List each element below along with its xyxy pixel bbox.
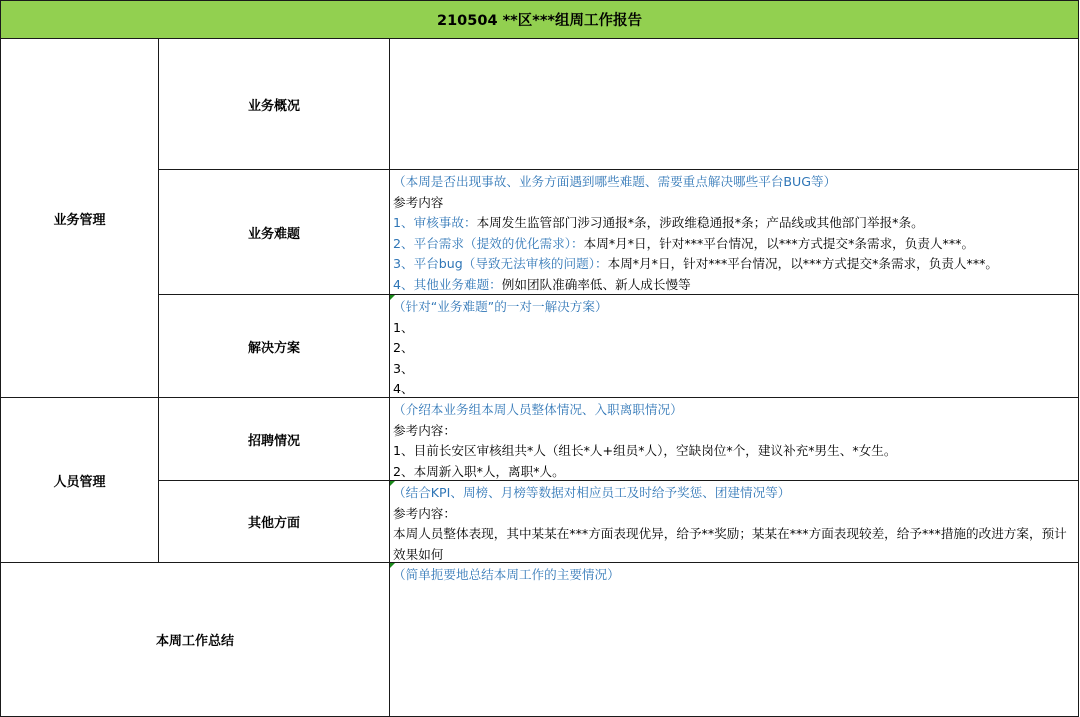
people-other-cell[interactable] — [390, 481, 1079, 563]
business-solutions-label: 解决方案 — [159, 295, 390, 398]
recruit-ref-label: 参考内容： — [393, 422, 456, 438]
report-title: 210504 **区***组周工作报告 — [0, 0, 1079, 39]
other-text: 本周人员整体表现，其中某某在***方面表现优异，给予**奖励；某某在***方面表现较差，给予***措施的改进方案，预计效果如何 — [393, 526, 1067, 562]
section-people-label: 人员管理 — [0, 398, 159, 563]
summary-label: 本周工作总结 — [0, 563, 390, 717]
comment-marker-icon — [390, 563, 395, 568]
business-solutions-cell[interactable] — [390, 295, 1079, 398]
problems-item-head: 3、平台bug（导致无法审核的问题）： — [393, 256, 608, 272]
problems-hint: （本周是否出现事故、业务方面遇到哪些难题、需要重点解决哪些平台BUG等） — [393, 174, 837, 189]
recruit-hint: （介绍本业务组本周人员整体情况、入职离职情况） — [393, 402, 683, 417]
people-recruit-label: 招聘情况 — [159, 398, 390, 481]
comment-marker-icon — [390, 481, 395, 486]
other-hint: （结合KPI、周榜、月榜等数据对相应员工及时给予奖惩、团建情况等） — [393, 485, 791, 500]
solutions-item: 1、 — [393, 319, 414, 335]
solutions-item: 4、 — [393, 381, 414, 397]
recruit-item: 2、本周新入职*人，离职*人。 — [393, 463, 565, 479]
summary-cell[interactable] — [390, 563, 1079, 717]
business-problems-cell[interactable] — [390, 170, 1079, 295]
problems-item-text: 例如团队准确率低、新人成长慢等 — [501, 276, 691, 292]
comment-marker-icon — [390, 295, 395, 300]
problems-item-text: 本周*月*日，针对***平台情况，以***方式提交*条需求，负责人***。 — [583, 235, 975, 251]
problems-item-1 — [393, 213, 1078, 234]
problems-ref-label: 参考内容 — [393, 194, 444, 210]
summary-hint: （简单扼要地总结本周工作的主要情况） — [393, 567, 620, 582]
business-overview-cell[interactable] — [390, 39, 1079, 170]
solutions-item: 3、 — [393, 360, 414, 376]
problems-item-3 — [393, 254, 1078, 275]
problems-item-text: 本周发生监管部门涉习通报*条，涉政维稳通报*条；产品线或其他部门举报*条。 — [476, 215, 924, 231]
problems-item-head: 1、审核事故： — [393, 215, 477, 231]
section-business-label: 业务管理 — [0, 39, 159, 398]
problems-item-head: 2、平台需求（提效的优化需求）： — [393, 235, 584, 251]
other-ref-label: 参考内容： — [393, 505, 456, 521]
business-problems-label: 业务难题 — [159, 170, 390, 295]
people-recruit-cell[interactable] — [390, 398, 1079, 481]
problems-item-head: 4、其他业务难题： — [393, 276, 502, 292]
business-overview-label: 业务概况 — [159, 39, 390, 170]
people-other-label: 其他方面 — [159, 481, 390, 563]
solutions-item: 2、 — [393, 340, 414, 356]
solutions-hint: （针对“业务难题”的一对一解决方案） — [393, 299, 608, 314]
problems-item-4 — [393, 275, 1078, 295]
recruit-item: 1、目前长安区审核组共*人（组长*人+组员*人），空缺岗位*个，建议补充*男生、*女生。 — [393, 443, 897, 459]
problems-item-text: 本周*月*日，针对***平台情况，以***方式提交*条需求，负责人***。 — [607, 256, 998, 272]
problems-item-2 — [393, 234, 1078, 255]
